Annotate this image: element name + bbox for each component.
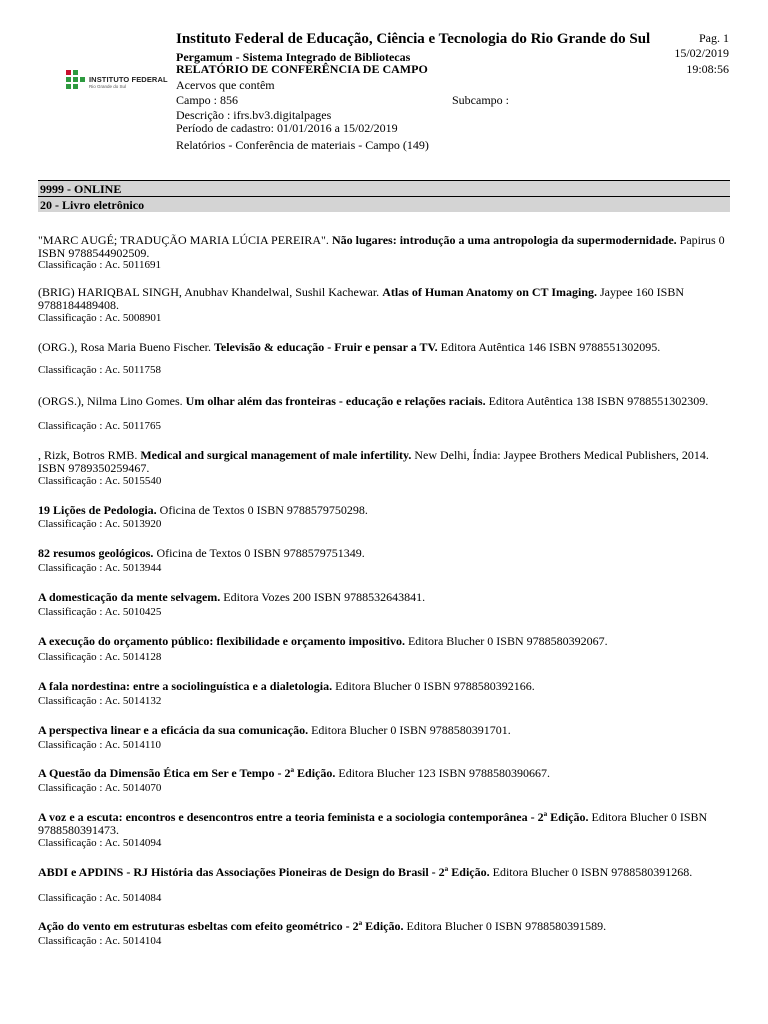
system-name: Pergamum - Sistema Integrado de Bibliotecas (176, 50, 411, 64)
record-entry (38, 680, 730, 693)
record-classification: Classificação : Ac. 5011691 (38, 259, 162, 271)
record-entry (38, 591, 730, 604)
record-entry (38, 449, 730, 475)
record-entry (38, 811, 730, 837)
record-entry (38, 234, 730, 260)
record-entry (38, 920, 730, 933)
material-type-label: 20 - Livro eletrônico (40, 198, 145, 212)
record-publisher: Editora Blucher 0 ISBN 9788580392166. (332, 679, 535, 693)
record-authors: (ORG.), Rosa Maria Bueno Fischer. (38, 340, 214, 354)
record-entry (38, 547, 730, 560)
logo-name: INSTITUTO FEDERAL (89, 75, 168, 84)
record-title: ABDI e APDINS - RJ História das Associações Pioneiras de Design do Brasil - 2ª Edição. (38, 865, 490, 879)
record-classification: Classificação : Ac. 5011765 (38, 420, 162, 432)
description-label: Descrição : ifrs.bv3.digitalpages (176, 108, 332, 122)
record-classification: Classificação : Ac. 5008901 (38, 312, 162, 324)
record-entry (38, 286, 730, 312)
institution-title: Instituto Federal de Educação, Ciência e Tecnologia do Rio Grande do Sul (176, 31, 651, 47)
report-path: Relatórios - Conferência de materiais - Campo (149) (176, 138, 429, 152)
record-publisher: Editora Autêntica 138 ISBN 9788551302309. (485, 394, 709, 408)
report-title: RELATÓRIO DE CONFERÊNCIA DE CAMPO (176, 62, 428, 76)
record-title: 19 Lições de Pedologia. (38, 503, 157, 517)
record-classification: Classificação : Ac. 5011758 (38, 364, 162, 376)
record-title: A domesticação da mente selvagem. (38, 590, 221, 604)
record-title: Ação do vento em estruturas esbeltas com efeito geométrico - 2ª Edição. (38, 919, 404, 933)
record-title: Televisão & educação - Fruir e pensar a TV. (213, 340, 438, 354)
record-authors: , Rizk, Botros RMB. (38, 448, 141, 462)
period-label: Período de cadastro: 01/01/2016 a 15/02/2019 (176, 121, 398, 135)
institution-logo (66, 70, 168, 92)
record-classification: Classificação : Ac. 5014132 (38, 695, 162, 707)
record-title: Atlas of Human Anatomy on CT Imaging. (382, 285, 597, 299)
record-classification: Classificação : Ac. 5014104 (38, 935, 162, 947)
subfield-label: Subcampo : (452, 93, 509, 107)
record-title: Medical and surgical management of male infertility. (140, 448, 412, 462)
record-classification: Classificação : Ac. 5014110 (38, 739, 162, 751)
record-classification: Classificação : Ac. 5010425 (38, 606, 162, 618)
record-entry (38, 724, 730, 737)
record-publisher: Editora Vozes 200 ISBN 9788532643841. (220, 590, 426, 604)
record-classification: Classificação : Ac. 5014094 (38, 837, 162, 849)
record-classification: Classificação : Ac. 5014070 (38, 782, 162, 794)
record-publisher: Editora Blucher 0 ISBN 9788580391473. (38, 810, 708, 837)
record-title: A voz e a escuta: encontros e desencontros entre a teoria feminista e a sociologia contemporânea - 2ª Edição. (38, 810, 589, 824)
record-entry (38, 395, 730, 408)
record-entry (38, 504, 730, 517)
record-classification: Classificação : Ac. 5013944 (38, 562, 162, 574)
record-publisher: Editora Blucher 0 ISBN 9788580391701. (308, 723, 511, 737)
record-classification: Classificação : Ac. 5013920 (38, 518, 162, 530)
record-entry (38, 341, 730, 354)
record-classification: Classificação : Ac. 5014128 (38, 651, 162, 663)
page-number: Pag. 1 (699, 31, 729, 45)
record-entry (38, 767, 730, 780)
record-authors: (ORGS.), Nilma Lino Gomes. (38, 394, 186, 408)
record-authors: "MARC AUGÉ; TRADUÇÃO MARIA LÚCIA PEREIRA". (38, 233, 332, 247)
record-title: Um olhar além das fronteiras - educação e relações raciais. (185, 394, 486, 408)
field-label: Campo : 856 (176, 93, 238, 107)
record-title: A Questão da Dimensão Ética em Ser e Tempo - 2ª Edição. (38, 766, 336, 780)
report-date: 15/02/2019 (674, 46, 729, 60)
record-title: A execução do orçamento público: flexibilidade e orçamento impositivo. (38, 634, 405, 648)
record-publisher: Jaypee 160 ISBN 9788184489408. (38, 285, 684, 312)
record-authors: (BRIG) HARIQBAL SINGH, Anubhav Khandelwal, Sushil Kachewar. (38, 285, 383, 299)
record-publisher: Editora Autêntica 146 ISBN 9788551302095. (437, 340, 661, 354)
record-title: A perspectiva linear e a eficácia da sua comunicação. (38, 723, 309, 737)
logo-icon (66, 70, 86, 90)
record-title: Não lugares: introdução a uma antropologia da supermodernidade. (331, 233, 677, 247)
record-classification: Classificação : Ac. 5015540 (38, 475, 162, 487)
record-publisher: Editora Blucher 0 ISBN 9788580391589. (403, 919, 607, 933)
record-title: 82 resumos geológicos. (38, 546, 154, 560)
record-publisher: Editora Blucher 123 ISBN 9788580390667. (335, 766, 551, 780)
logo-subtitle: Rio Grande do Sul (89, 84, 127, 89)
scope-label: Acervos que contêm (176, 78, 275, 92)
library-label: 9999 - ONLINE (40, 182, 122, 196)
record-publisher: New Delhi, Índia: Jaypee Brothers Medical Publishers, 2014. ISBN 9789350259467. (38, 448, 709, 475)
report-time: 19:08:56 (686, 62, 729, 76)
record-publisher: Editora Blucher 0 ISBN 9788580392067. (404, 634, 608, 648)
record-publisher: Papirus 0 ISBN 9788544902509. (38, 233, 725, 260)
record-publisher: Editora Blucher 0 ISBN 9788580391268. (489, 865, 693, 879)
record-publisher: Oficina de Textos 0 ISBN 9788579751349. (153, 546, 365, 560)
library-band (38, 181, 730, 196)
record-publisher: Oficina de Textos 0 ISBN 9788579750298. (156, 503, 368, 517)
record-entry (38, 866, 730, 879)
record-entry (38, 635, 730, 648)
record-classification: Classificação : Ac. 5014084 (38, 892, 162, 904)
record-title: A fala nordestina: entre a sociolinguística e a dialetologia. (38, 679, 333, 693)
